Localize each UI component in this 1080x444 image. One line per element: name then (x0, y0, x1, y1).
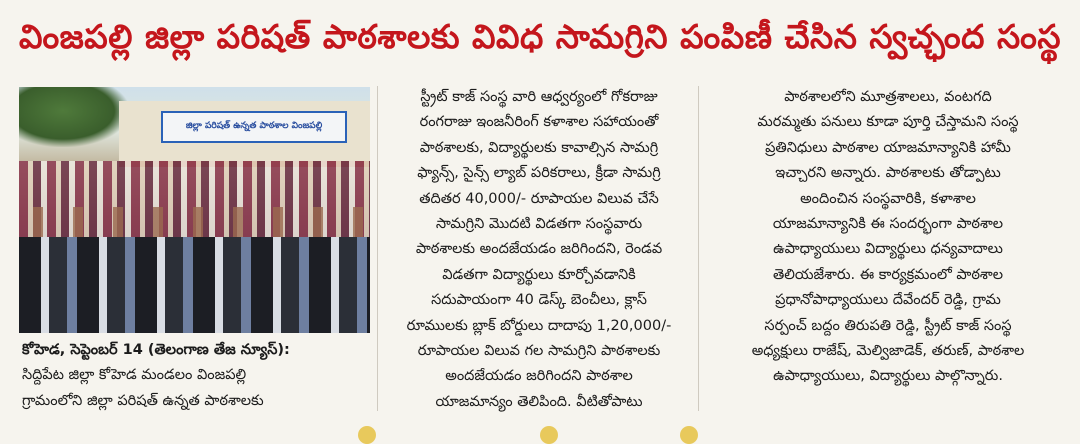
text-line: యాజమాన్యం తెలిపింది. వీటితోపాటు (435, 393, 643, 410)
text-line: పాఠశాలలోని మూత్రశాలలు, వంటగది (784, 89, 992, 105)
column-divider (698, 86, 699, 411)
text-line: రంగరాజు ఇంజనీరింగ్ కళాశాల సహాయంతో (419, 114, 659, 131)
text-line: తదితర 40,000/- రూపాయల విలువ చేసే (419, 190, 659, 207)
text-line: సర్పంచ్ బద్దం తిరుపతి రెడ్డి, స్ట్రీట్ కాజ్ సంస్థ (764, 317, 1012, 334)
text-line: తెలియజేశారు. ఈ కార్యక్రమంలో పాఠశాల (772, 266, 1004, 283)
text-line: అందించిన సంస్థవారికి, కళాశాల (800, 190, 976, 207)
text-line: అందజేయడం జరిగిందని పాఠశాల (445, 368, 633, 385)
text-line: విడతగా విద్యార్థులు కూర్చోవడానికి (442, 266, 636, 283)
text-line: స్ట్రీట్ కాజ్ సంస్థ వారి ఆధ్వర్యంలో గోకరాజు (420, 89, 658, 105)
caption-line: సిద్దిపేట జిల్లా కోహెడ మండలం వింజపల్లి (22, 367, 247, 384)
text-line: సామగ్రిని మొదటి విడతగా సంస్థవారు (435, 215, 643, 232)
text-line: అధ్యక్షులు రాజేష్, మెల్విజాడెక్, తరుణ్, పాఠశాల (751, 342, 1025, 359)
photo-tree (19, 87, 129, 147)
text-line: పాఠశాలకు అందజేయడం జరిగిందని, రెండవ (415, 241, 663, 258)
text-line: పాఠశాలకు, విద్యార్థులకు కావాల్సిన సామగ్రి (419, 139, 659, 156)
photo-school-banner: జిల్లా పరిషత్ ఉన్నత పాఠశాల వింజపల్లి (161, 111, 347, 143)
text-line: యాజమాన్యానికి ఈ సందర్భంగా పాఠశాల (772, 215, 1004, 232)
column-divider (377, 86, 378, 411)
headline: వింజపల్లి జిల్లా పరిషత్ పాఠశాలకు వివిధ సామగ్రిని పంపిణీ చేసిన స్వచ్ఛంద సంస్థ (18, 16, 1062, 56)
text-line: ప్రధానోపాధ్యాయులు దేవేందర్ రెడ్డి, గ్రామ (775, 292, 1001, 309)
text-line: ఇచ్చారని అన్నారు. పాఠశాలకు తోడ్పాటు (775, 165, 1001, 182)
text-line: ఫ్యాన్స్, సైన్స్ ల్యాబ్ పరికరాలు, క్రీడా సామగ్రి (417, 165, 661, 182)
decorative-dot (540, 426, 558, 444)
decorative-dot (358, 426, 376, 444)
photo-volunteers-front (19, 237, 370, 333)
decorative-dot (680, 426, 698, 444)
text-line: రూపాయల విలువ గల సామగ్రిని పాఠశాలకు (417, 342, 661, 359)
caption-line: గ్రామంలోని జిల్లా పరిషత్ ఉన్నత పాఠశాలకు (22, 392, 264, 409)
photo-caption (22, 338, 372, 414)
article-column-3 (702, 85, 1074, 390)
text-line: సదుపాయంగా 40 డెస్క్ బెంచీలు, క్లాస్ (431, 292, 647, 309)
text-line: రూములకు బ్లాక్ బోర్డులు దాదాపు 1,20,000/- (406, 317, 672, 334)
dateline: కోహెడ, సెప్టెంబర్ 14 (తెలంగాణ తేజ న్యూస్): (22, 342, 290, 358)
group-photo (19, 87, 370, 333)
text-line: ఉపాధ్యాయులు విద్యార్థులు ధన్యవాదాలు (773, 241, 1003, 258)
text-line: ప్రతినిధులు పాఠశాల యాజమాన్యానికి హామీ (765, 139, 1011, 156)
text-line: ఉపాధ్యాయులు, విద్యార్థులు పాల్గొన్నారు. (773, 368, 1003, 385)
text-line: మరమ్మతు పనులు కూడా పూర్తి చేస్తామని సంస్థ (757, 114, 1019, 131)
article-column-2 (384, 85, 694, 415)
